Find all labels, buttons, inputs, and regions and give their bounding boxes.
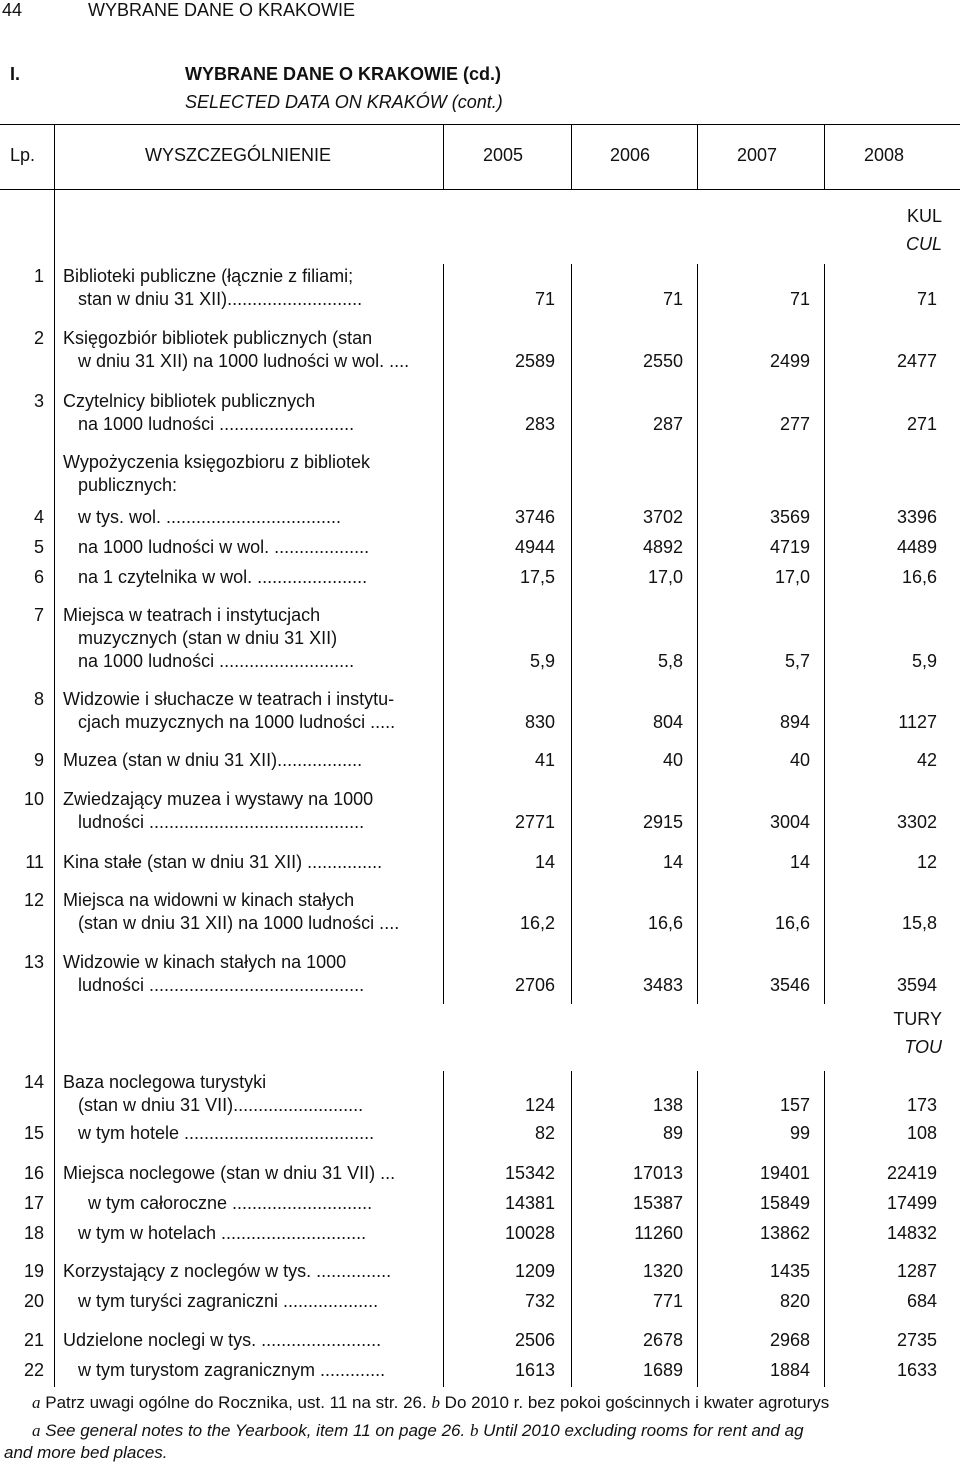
row-description-line: Udzielone noclegi w tys. ........................ (63, 1330, 382, 1350)
row-value: 287 (652, 414, 683, 434)
column-line-2006 (697, 124, 698, 189)
unit-culture-en: CUL (905, 234, 942, 254)
row-value: 3396 (896, 507, 937, 527)
row-description-line: Miejsca w teatrach i instytucjach (63, 605, 321, 625)
row-value: 89 (662, 1123, 683, 1143)
footnote-en-mark-a: a (32, 1421, 41, 1440)
row-description (63, 688, 395, 734)
row-value: 14 (662, 852, 683, 872)
footnote-en-line2: and more bed places. (4, 1443, 168, 1462)
row-description (63, 604, 354, 673)
row-value: 11260 (634, 1223, 683, 1243)
row-value: 804 (652, 712, 683, 732)
row-value: 684 (906, 1291, 937, 1311)
row-value: 1689 (642, 1360, 683, 1380)
row-lp: 5 (33, 537, 44, 557)
row-value: 4892 (642, 537, 683, 557)
row-value: 4489 (896, 537, 937, 557)
row-value: 22419 (886, 1163, 937, 1183)
row-value: 15342 (504, 1163, 555, 1183)
row-description-line: muzycznych (stan w dniu 31 XII) (63, 628, 338, 648)
row-value: 17499 (886, 1193, 937, 1213)
row-description (63, 1162, 395, 1185)
row-description-line: cjach muzycznych na 1000 ludności ..... (63, 712, 396, 732)
table-top-rule (0, 124, 960, 125)
column-line-2005 (571, 124, 572, 189)
footnote-mark-b: b (431, 1393, 440, 1412)
row-description-line: w dniu 31 XII) na 1000 ludności w wol. .... (63, 351, 410, 371)
row-value: 2771 (514, 812, 555, 832)
row-value: 14 (534, 852, 555, 872)
row-value: 157 (779, 1095, 810, 1115)
row-description (63, 1359, 385, 1382)
row-value: 138 (652, 1095, 683, 1115)
section-number: I. (10, 64, 21, 84)
row-lp: 6 (33, 567, 44, 587)
footnote-en-part2: Until 2010 excluding rooms for rent and ag (483, 1421, 804, 1440)
row-value: 2550 (642, 351, 683, 371)
row-description (63, 788, 373, 834)
column-line-body (697, 264, 698, 1004)
row-value: 1127 (898, 712, 937, 732)
unit-tourism-en: TOU (904, 1037, 942, 1057)
row-value: 12 (916, 852, 937, 872)
row-description-line: na 1 czytelnika w wol. ...................... (63, 567, 368, 587)
row-lp: 19 (23, 1261, 44, 1281)
row-value: 2589 (514, 351, 555, 371)
column-line-body (824, 1071, 825, 1387)
column-line-body (824, 264, 825, 1004)
row-lp: 2 (33, 328, 44, 348)
row-value: 10028 (504, 1223, 555, 1243)
row-value: 2499 (769, 351, 810, 371)
row-description (63, 1222, 366, 1245)
row-value: 3594 (896, 975, 937, 995)
row-description-line: Czytelnicy bibliotek publicznych (63, 391, 316, 411)
row-lp: 1 (33, 266, 44, 286)
row-description-line: Baza noclegowa turystyki (63, 1072, 267, 1092)
row-value: 2915 (642, 812, 683, 832)
row-description-line: Biblioteki publiczne (łącznie z filiami; (63, 266, 354, 286)
row-lp: 14 (23, 1072, 44, 1092)
row-value: 2968 (769, 1330, 810, 1350)
row-description-line: (stan w dniu 31 VII).......................... (63, 1095, 364, 1115)
column-line-body (571, 264, 572, 1004)
row-value: 3702 (642, 507, 683, 527)
row-value: 1613 (514, 1360, 555, 1380)
header-year: 2006 (610, 145, 651, 165)
row-value: 1320 (642, 1261, 683, 1281)
footnote-pl (32, 1393, 829, 1413)
row-value: 71 (789, 289, 810, 309)
row-value: 15387 (632, 1193, 683, 1213)
row-description (63, 390, 354, 436)
row-value: 3569 (769, 507, 810, 527)
row-lp: 10 (23, 789, 44, 809)
row-lp: 12 (23, 890, 44, 910)
row-lp: 7 (33, 605, 44, 625)
row-value: 4944 (514, 537, 555, 557)
footnote-en-mark-b: b (469, 1421, 479, 1440)
header-year: 2007 (737, 145, 778, 165)
row-description (63, 265, 362, 311)
row-value: 40 (662, 750, 683, 770)
section-title-pl: WYBRANE DANE O KRAKOWIE (cd.) (185, 64, 501, 84)
row-description-line: publicznych: (63, 475, 178, 495)
row-value: 1884 (769, 1360, 810, 1380)
column-line-lp (54, 124, 55, 1387)
row-value: 40 (789, 750, 810, 770)
row-description-line: Zwiedzający muzea i wystawy na 1000 (63, 789, 374, 809)
row-value: 894 (779, 712, 810, 732)
row-lp: 20 (23, 1291, 44, 1311)
row-value: 3546 (769, 975, 810, 995)
row-value: 1633 (896, 1360, 937, 1380)
row-value: 14832 (886, 1223, 937, 1243)
row-lp: 4 (33, 507, 44, 527)
row-description-line: na 1000 ludności ........................... (63, 651, 355, 671)
row-description (63, 1260, 391, 1283)
row-description-line: ludności ........................................... (63, 812, 365, 832)
row-description-line: Miejsca na widowni w kinach stałych (63, 890, 355, 910)
row-value: 82 (534, 1123, 555, 1143)
header-year: 2005 (483, 145, 524, 165)
row-lp: 18 (23, 1223, 44, 1243)
row-value: 13862 (759, 1223, 810, 1243)
row-description (63, 506, 341, 529)
row-value: 17,0 (774, 567, 810, 587)
row-value: 71 (662, 289, 683, 309)
row-value: 16,6 (647, 913, 683, 933)
row-value: 3746 (514, 507, 555, 527)
row-value: 3004 (769, 812, 810, 832)
row-value: 732 (524, 1291, 555, 1311)
row-value: 108 (906, 1123, 937, 1143)
row-value: 1287 (896, 1261, 937, 1281)
row-value: 17013 (632, 1163, 683, 1183)
row-description (63, 749, 362, 772)
row-value: 173 (906, 1095, 937, 1115)
row-value: 71 (916, 289, 937, 309)
row-description-line: Księgozbiór bibliotek publicznych (stan (63, 328, 373, 348)
row-value: 14 (789, 852, 810, 872)
row-lp: 21 (23, 1330, 44, 1350)
row-description-line: Wypożyczenia księgozbioru z bibliotek (63, 452, 370, 472)
row-description-line: na 1000 ludności w wol. ................... (63, 537, 370, 557)
row-description (63, 327, 409, 373)
column-line-body (443, 1071, 444, 1387)
row-description-line: ludności ........................................... (63, 975, 365, 995)
row-description (63, 851, 382, 874)
row-description (63, 451, 370, 497)
column-line-item (443, 124, 444, 189)
row-value: 5,8 (657, 651, 683, 671)
table-header-rule (0, 189, 960, 190)
row-lp: 22 (23, 1360, 44, 1380)
row-description (63, 1290, 378, 1313)
row-value: 5,9 (529, 651, 555, 671)
row-value: 2735 (896, 1330, 937, 1350)
row-description-line: w tym w hotelach ............................. (63, 1223, 367, 1243)
row-description-line: Miejsca noclegowe (stan w dniu 31 VII) ... (63, 1163, 396, 1183)
footnote-en (32, 1421, 804, 1441)
row-value: 771 (652, 1291, 683, 1311)
row-description-line: stan w dniu 31 XII)........................... (63, 289, 363, 309)
unit-tourism-pl: TURY (893, 1009, 942, 1029)
row-description-line: w tym turystom zagranicznym ............. (63, 1360, 386, 1380)
row-value: 1435 (769, 1261, 810, 1281)
row-description-line: (stan w dniu 31 XII) na 1000 ludności .... (63, 913, 400, 933)
row-lp: 8 (33, 689, 44, 709)
row-value: 16,6 (774, 913, 810, 933)
row-lp: 15 (23, 1123, 44, 1143)
row-value: 124 (524, 1095, 555, 1115)
row-value: 16,2 (519, 913, 555, 933)
row-value: 71 (534, 289, 555, 309)
row-description-line: w tym całoroczne ............................ (63, 1193, 373, 1213)
row-description-line: Korzystający z noclegów w tys. ............... (63, 1261, 392, 1281)
header-item: WYSZCZEGÓLNIENIE (145, 145, 332, 165)
column-line-2007 (824, 124, 825, 189)
header-year: 2008 (864, 145, 905, 165)
row-description-line: w tym turyści zagraniczni ................... (63, 1291, 379, 1311)
row-description (63, 566, 367, 589)
row-value: 14381 (504, 1193, 555, 1213)
column-line-body (571, 1071, 572, 1387)
row-value: 99 (789, 1123, 810, 1143)
row-value: 1209 (514, 1261, 555, 1281)
row-value: 2678 (642, 1330, 683, 1350)
row-value: 17,0 (647, 567, 683, 587)
row-value: 283 (524, 414, 555, 434)
row-value: 5,9 (911, 651, 937, 671)
row-value: 2506 (514, 1330, 555, 1350)
running-title: WYBRANE DANE O KRAKOWIE (88, 0, 356, 20)
row-description-line: w tym hotele ...................................... (63, 1123, 375, 1143)
row-description-line: Widzowie w kinach stałych na 1000 (63, 952, 347, 972)
column-line-body (697, 1071, 698, 1387)
footnote-mark-a: a (32, 1393, 41, 1412)
row-value: 2706 (514, 975, 555, 995)
column-line-body (443, 264, 444, 1004)
row-value: 4719 (769, 537, 810, 557)
row-lp: 11 (25, 852, 44, 872)
row-description (63, 1192, 372, 1215)
row-lp: 3 (33, 391, 44, 411)
row-value: 41 (534, 750, 555, 770)
row-description (63, 1071, 363, 1117)
section-title-en: SELECTED DATA ON KRAKÓW (cont.) (185, 92, 503, 112)
row-value: 16,6 (901, 567, 937, 587)
page-number: 44 (2, 0, 23, 20)
row-value: 42 (916, 750, 937, 770)
row-value: 271 (906, 414, 937, 434)
row-value: 15849 (759, 1193, 810, 1213)
row-description (63, 1329, 381, 1352)
row-description-line: Muzea (stan w dniu 31 XII)................. (63, 750, 363, 770)
row-value: 3302 (896, 812, 937, 832)
row-lp: 9 (33, 750, 44, 770)
row-lp: 16 (23, 1163, 44, 1183)
header-lp: Lp. (10, 145, 36, 165)
row-value: 830 (524, 712, 555, 732)
footnote-pl-part2: Do 2010 r. bez pokoi gościnnych i kwater agroturys (444, 1393, 830, 1412)
row-value: 5,7 (784, 651, 810, 671)
footnote-pl-part1: Patrz uwagi ogólne do Rocznika, ust. 11 na str. 26. (45, 1393, 427, 1412)
row-description-line: w tys. wol. ................................... (63, 507, 342, 527)
footnote-en-part1: See general notes to the Yearbook, item 11 on page 26. (45, 1421, 466, 1440)
row-description (63, 889, 399, 935)
row-description (63, 1122, 374, 1145)
row-value: 15,8 (901, 913, 937, 933)
unit-culture-pl: KUL (906, 206, 942, 226)
row-description (63, 951, 364, 997)
row-description-line: Kina stałe (stan w dniu 31 XII) ............... (63, 852, 383, 872)
row-description-line: na 1000 ludności ........................... (63, 414, 355, 434)
row-description-line: Widzowie i słuchacze w teatrach i instytu- (63, 689, 395, 709)
row-value: 820 (779, 1291, 810, 1311)
row-lp: 17 (23, 1193, 44, 1213)
row-value: 277 (779, 414, 810, 434)
row-lp: 13 (23, 952, 44, 972)
row-value: 3483 (642, 975, 683, 995)
row-value: 19401 (759, 1163, 810, 1183)
row-value: 2477 (896, 351, 937, 371)
row-value: 17,5 (519, 567, 555, 587)
row-description (63, 536, 369, 559)
